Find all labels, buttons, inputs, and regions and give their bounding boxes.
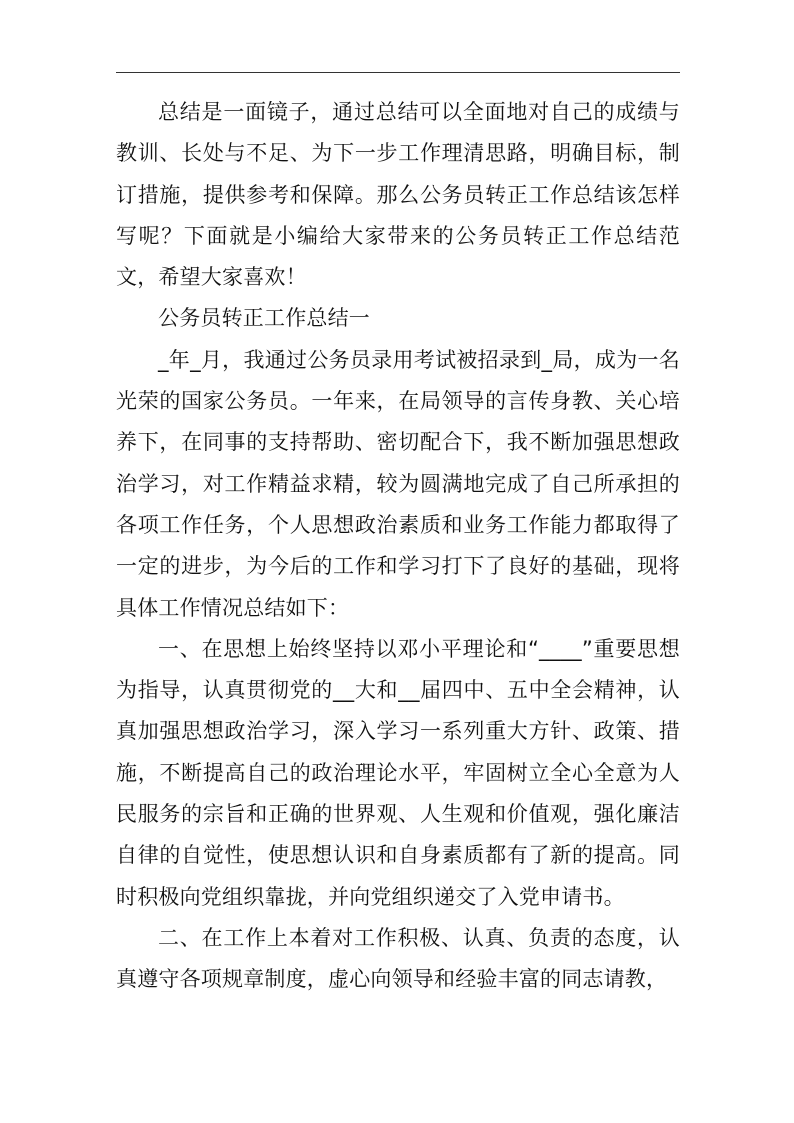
header-rule (116, 72, 680, 73)
document-body (116, 92, 680, 1001)
intro-paragraph: 总结是一面镜子，通过总结可以全面地对自己的成绩与教训、长处与不足、为下一步工作理清思路，明确目标，制订措施，提供参考和保障。那么公务员转正工作总结该怎样写呢？下面就是小编给大家带来的公务员转正工作总结范文，希望大家喜欢！ (116, 100, 680, 290)
summary-opening-paragraph: _年_月，我通过公务员录用考试被招录到_局，成为一名光荣的国家公务员。一年来，在局领导的言传身教、关心培养下，在同事的支持帮助、密切配合下，我不断加强思想政治学习，对工作精益求精，较为圆满地完成了自己所承担的各项工作任务，个人思想政治素质和业务工作能力都取得了一定的进步，为今后的工作和学习打下了良好的基础，现将具体工作情况总结如下： (116, 347, 680, 620)
point-one-paragraph: 一、在思想上始终坚持以邓小平理论和“____”重要思想为指导，认真贯彻党的__大和__届四中、五中全会精神，认真加强思想政治学习，深入学习一系列重大方针、政策、措施，不断提高自己的政治理论水平，牢固树立全心全意为人民服务的宗旨和正确的世界观、人生观和价值观，强化廉洁自律的自觉性，使思想认识和自身素质都有了新的提高。同时积极向党组织靠拢，并向党组织递交了入党申请书。 (116, 636, 680, 909)
point-two-paragraph: 二、在工作上本着对工作积极、认真、负责的态度，认真遵守各项规章制度，虚心向领导和经验丰富的同志请教， (116, 925, 680, 992)
section-heading: 公务员转正工作总结一 (158, 306, 370, 331)
